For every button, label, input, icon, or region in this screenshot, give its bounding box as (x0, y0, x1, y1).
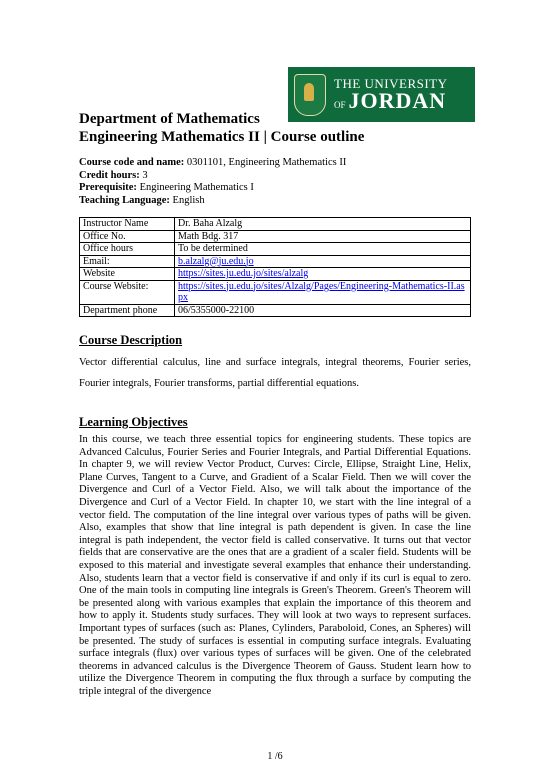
meta-value: Engineering Mathematics I (136, 182, 254, 193)
table-key: Website (80, 268, 175, 281)
course-website-link[interactable]: https://sites.ju.edu.jo/sites/Alzalg/Pages/Engineering-Mathematics-II.aspx (178, 280, 465, 303)
meta-value: 0301101, Engineering Mathematics II (184, 157, 347, 168)
meta-row (79, 182, 346, 195)
course-description-heading: Course Description (79, 333, 183, 347)
table-row (80, 243, 471, 256)
table-value (175, 268, 471, 281)
page-header (79, 110, 364, 146)
instructor-info-table (79, 217, 471, 317)
table-value (175, 255, 471, 268)
table-key: Instructor Name (80, 218, 175, 231)
table-value: To be determined (175, 243, 471, 256)
table-key: Office hours (80, 243, 175, 256)
meta-value: English (169, 194, 205, 206)
meta-label: Prerequisite: (79, 182, 137, 193)
table-key: Department phone (80, 304, 175, 317)
meta-row (79, 195, 346, 208)
meta-label: Course code and name: (79, 157, 185, 168)
table-key: Course Website: (80, 280, 175, 304)
meta-value: 3 (139, 169, 148, 181)
table-value: Dr. Baha Alzalg (175, 218, 471, 231)
table-value (175, 280, 471, 304)
logo-line-jordan: JORDAN (348, 88, 447, 113)
table-row (80, 230, 471, 243)
course-description-text: Vector differential calculus, line and surface integrals, integral theorems, Fourier series, Fourier integrals, Fourier transforms, partial differential equations. (79, 357, 471, 389)
meta-label: Teaching Language: (79, 194, 170, 206)
department-title: Department of Mathematics (79, 111, 260, 127)
logo-line-of: OF (334, 100, 346, 110)
website-link[interactable]: https://sites.ju.edu.jo/sites/alzalg (178, 268, 309, 279)
learning-objectives-text: In this course, we teach three essential topics for engineering students. These topics are Advanced Calculus, Fourier Series and Fourier Integrals, and Partial Differential Equations. In chapter 9, we will review Vector Product, Curves: Circle, Ellipse, Straight Line, Helix, Plane Curves, Tangent to a Curve, and Gradient of a Scalar Field. Then we will cover the Divergence and Curl of a Vector Field. Also, we will talk about the importance of the Divergence and Curl of a Vector Field. In chapter 10, we start with the line integral of a vector field. The computation of the line integral over various types of paths will be given. Also, examples that show that line integral is path dependent is given. In case the line integral is path independent, the vector field is called conservative. It turns out that vector fields that are conservative are the ones that are a gradient of a scaler field. Students will be exposed to this material and investigate several examples that enhance their understanding. Also, students learn that a vector field is conservative if and only if its curl is equal to zero. One of the main tools in computing line integrals is Green's Theorem. Green's Theorem will be presented along with various examples that explain the importance of this theorem and how to apply it. Students study surfaces. They will look at two ways to represent surfaces. Important types of surfaces (such as: Planes, Cylinders, Paraboloid, Cones, an Spheres) will be presented. The study of surfaces is essential in computing surface integrals. Evaluating surface integrals (flux) over various types of surfaces will be given. One of the celebrated theorems in advanced calculus is the Divergence Theorem of Gauss. Student learn how to utilize the Divergence Theorem in computing the flux through a surface by computing the triple integral of the divergence (79, 434, 471, 697)
table-row (80, 268, 471, 281)
table-row (80, 255, 471, 268)
table-row (80, 218, 471, 231)
table-value: 06/5355000-22100 (175, 304, 471, 317)
course-meta (79, 157, 346, 207)
table-value: Math Bdg. 317 (175, 230, 471, 243)
learning-objectives-heading: Learning Objectives (79, 415, 188, 429)
page-number: 1 /6 (267, 751, 283, 762)
table-row (80, 280, 471, 304)
meta-label: Credit hours: (79, 169, 140, 181)
table-row (80, 304, 471, 317)
meta-row (79, 157, 346, 170)
table-key: Email: (80, 255, 175, 268)
meta-row (79, 170, 346, 183)
table-key: Office No. (80, 230, 175, 243)
course-title: Engineering Mathematics II | Course outline (79, 129, 365, 145)
email-link[interactable]: b.alzalg@ju.edu.jo (178, 255, 254, 267)
logo-line-university: THE UNIVERSITY (334, 76, 448, 91)
